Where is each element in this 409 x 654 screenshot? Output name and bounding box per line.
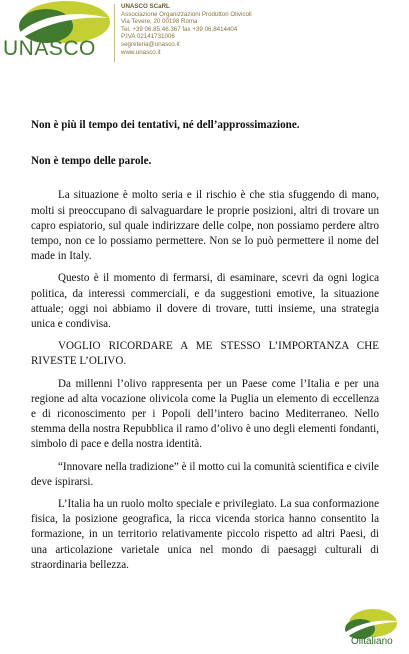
email-link[interactable]: segreteria@unasco.it bbox=[121, 40, 180, 48]
headline-1: Non è più il tempo dei tentativi, né dell’approssimazione. bbox=[31, 119, 300, 131]
address: Via Tevere, 20 00198 Roma bbox=[121, 18, 198, 26]
org-short-name: UNASCO SCaRL bbox=[121, 3, 170, 10]
paragraph-4: Da millenni l’olivo rappresenta per un Paese come l’Italia e per una regione ad alta vocazione olivicola come la Puglia un elemento di eccellenza e di riconoscimento per i Popoli dell’intero bacino Mediterraneo. Nello stemma della nostra Repubblica il ramo d’olivo è uno degli elementi fondanti, simbolo di pace e della nostra identità. bbox=[31, 377, 379, 451]
paragraph-2: Questo è il momento di fermarsi, di esaminare, scevri da ogni logica politica, da interessi commerciali, e da suggestioni emotive, la situazione attuale; oggi noi abbiamo il dovere di trovare, tutti insieme, una strategia unica e condivisa. bbox=[31, 272, 379, 331]
paragraph-3: VOGLIO RICORDARE A ME STESSO L’IMPORTANZA CHE RIVESTE L’OLIVO. bbox=[31, 340, 379, 368]
document-body bbox=[31, 118, 379, 580]
letterhead-divider bbox=[114, 4, 115, 62]
phone-fax: Tel. +39 06.85.46.367 fax +39 06.8414404 bbox=[121, 25, 238, 33]
website-link[interactable]: www.unasco.it bbox=[121, 48, 161, 56]
org-full-name: Associazione Organizzazioni Produttori Olivicoli bbox=[121, 10, 252, 18]
unasco-brand: UNASCO bbox=[3, 37, 96, 60]
olitaliano-brand: Olitaliano bbox=[351, 636, 393, 647]
headline-2: Non è tempo delle parole. bbox=[31, 155, 152, 168]
letterhead bbox=[0, 0, 409, 72]
paragraph-6: L’Italia ha un ruolo molto speciale e privilegiato. La sua conformazione fisica, la posizione geografica, la ricca vicenda storica hanno consentito la formazione, in un territorio relativamente piccolo rispetto ad altri Paesi, di una articolazione varietale unica nel mondo di paesaggi culturali di straordinaria bellezza. bbox=[31, 498, 379, 571]
contact-block bbox=[121, 3, 252, 56]
paragraph-5: “Innovare nella tradizione” è il motto cui la comunità scientifica e civile deve ispirarsi. bbox=[31, 460, 379, 488]
vat-number: P.IVA 02141731006 bbox=[121, 33, 175, 41]
paragraph-1: La situazione è molto seria e il rischio è che stia sfuggendo di mano, molti si preoccupano di salvaguardare le proprie posizioni, altri di trovare un capro espiatorio, sul quale indirizzare delle colpe, non possiamo perdere altro tempo, non ce lo possiamo permettere. Non se lo può permettere il nome del made in Italy. bbox=[31, 189, 379, 263]
